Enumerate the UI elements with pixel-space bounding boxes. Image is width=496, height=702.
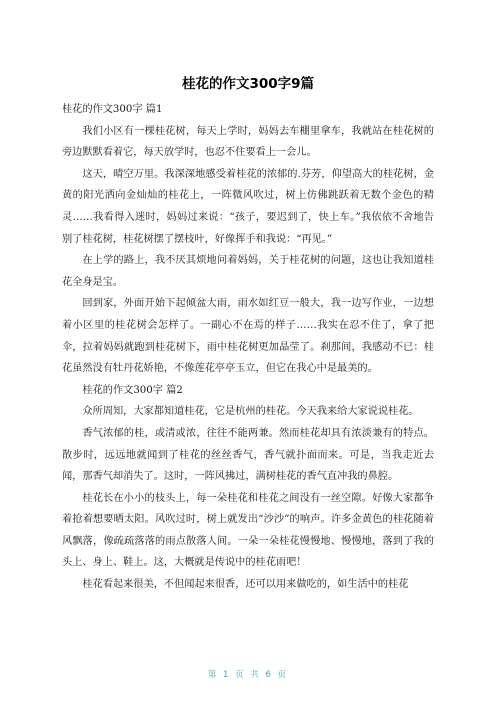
document-body [62, 99, 434, 596]
page-title: 桂花的作文300字9篇 [181, 76, 315, 92]
paragraph: 桂花看起来很美，不但闻起来很香，还可以用来做吃的，如生活中的桂花 [82, 579, 409, 591]
page-footer: 第 1 页 共 6 页 [207, 670, 289, 680]
section-heading: 桂花的作文300字 篇2 [82, 384, 183, 396]
paragraph: 这天，晴空万里。我深深地感受着桂花的浓郁的.芬芳，仰望高大的桂花树，金黄的阳光洒向金灿灿的桂花上，一阵微风吹过，树上仿佛跳跃着无数个金色的精灵……我看得入迷时，妈妈过来说：“孩子，要迟到了，快上车。”我依依不舍地告别了桂花树，桂花树摆了摆枝叶，好像挥手和我说：“再见。” [62, 168, 434, 245]
section-heading: 桂花的作文300字 篇1 [62, 104, 163, 115]
paragraph: 回到家，外面开始下起倾盆大雨，雨水如红豆一般大，我一边写作业，一边想着小区里的桂花树会怎样了。一副心不在焉的样子……我实在忍不住了，拿了把伞，拉着妈妈就跑到桂花树下，雨中桂花树更加晶莹了。刹那间，我感动不已：桂花虽然没有牡丹花娇艳，不像莲花亭亭玉立，但它在我心中是最美的。 [62, 298, 434, 375]
paragraph: 众所周知，大家都知道桂花，它是杭州的桂花。今天我来给大家说说桂花。 [82, 406, 419, 418]
paragraph: 在上学的路上，我不厌其烦地问着妈妈，关于桂花树的问题，这也让我知道桂花全身是宝。 [62, 255, 434, 288]
paragraph: 香气浓郁的桂，或清或浓，往往不能两兼。然而桂花却具有浓淡兼有的特点。散步时，远远地就闻到了桂花的丝丝香气，香气就扑面而来。可是，当我走近去闻，那香气却消失了。这时，一阵风拂过，满树桂花的香气直冲我的鼻腔。 [62, 427, 434, 483]
paragraph: 我们小区有一棵桂花树，每天上学时，妈妈去车棚里拿车，我就站在桂花树的旁边默默看着它，每天放学时，也忍不住要看上一会儿。 [62, 125, 434, 159]
paragraph: 桂花长在小小的枝头上，每一朵桂花和桂花之间没有一丝空隙。好像大家都争着抢着想要晒太阳。风吹过时，树上就发出“沙沙”的响声。许多金黄色的桂花随着风飘落，像疏疏落落的雨点散落人间。一朵一朵桂花慢慢地、慢慢地，落到了我的头上、身上、鞋上。这，大概就是传说中的桂花雨吧！ [62, 492, 434, 569]
